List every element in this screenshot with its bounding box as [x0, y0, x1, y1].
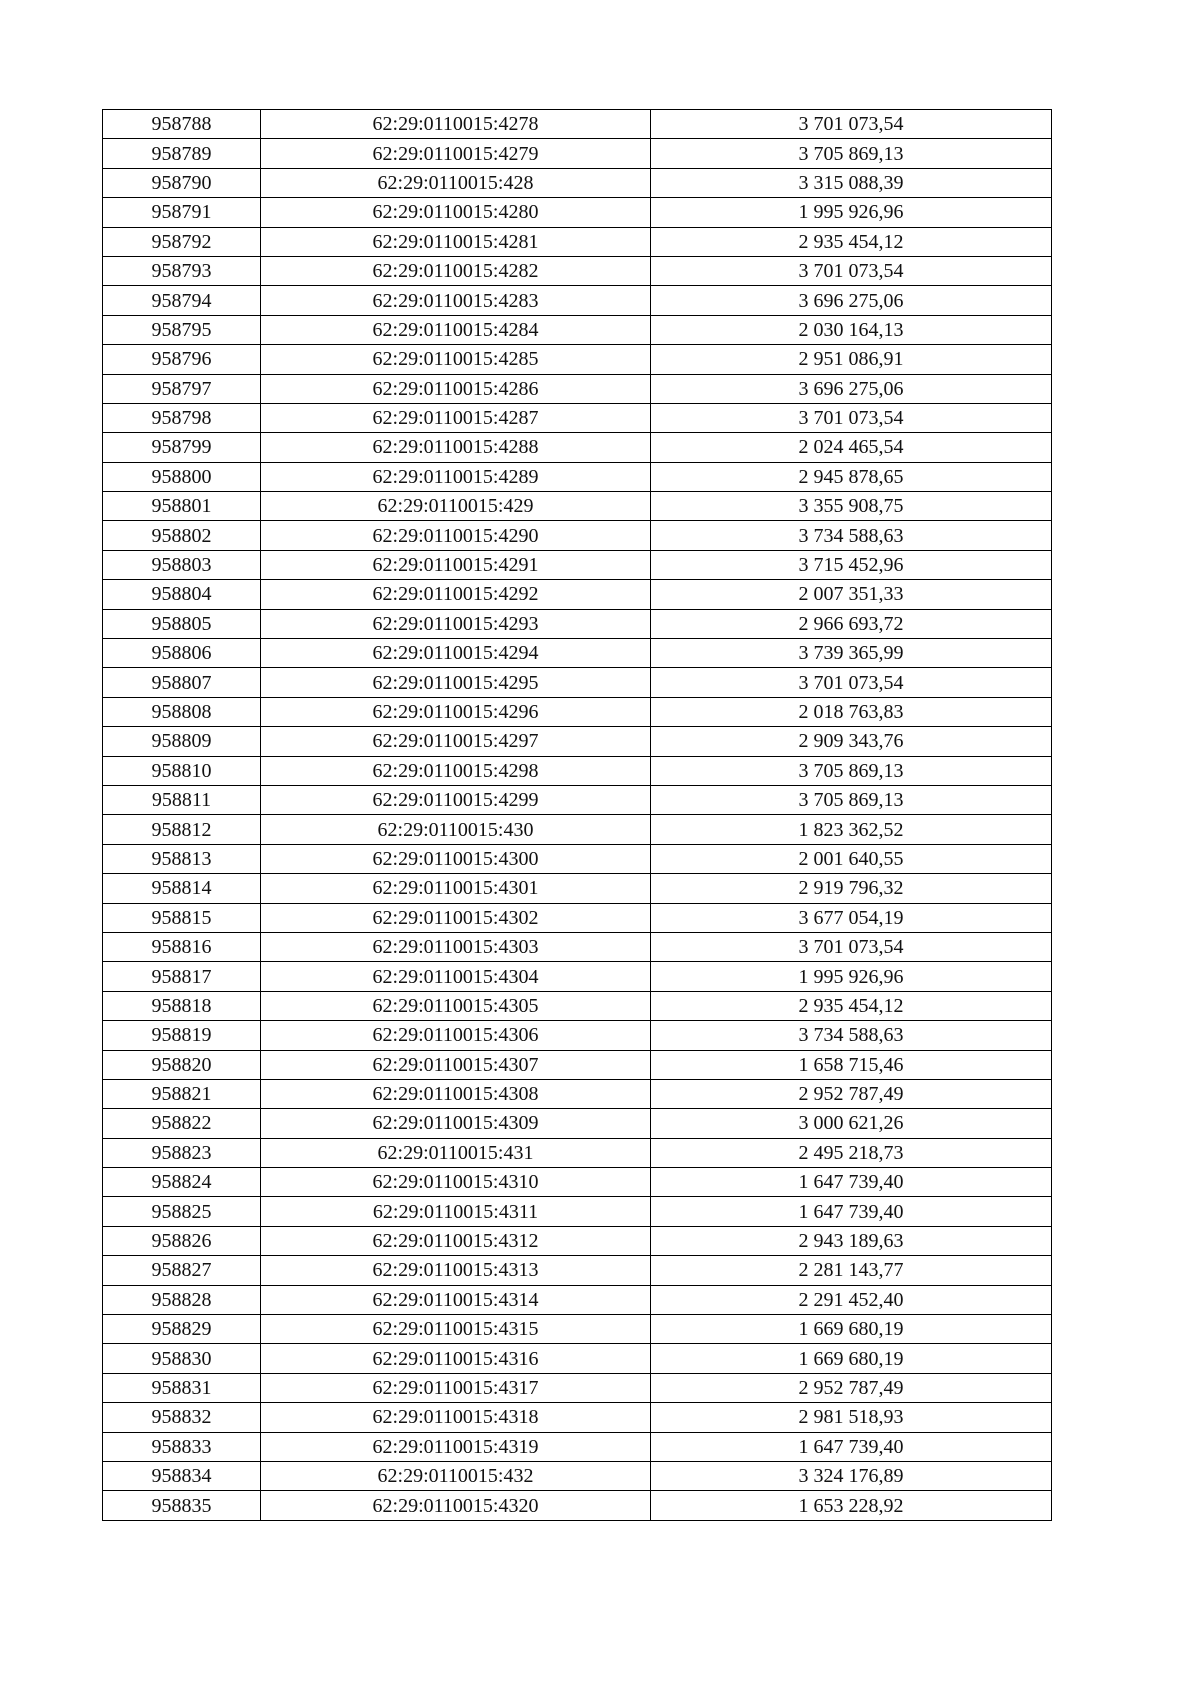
cadastral-value-cell: 2 952 787,49 [651, 1373, 1052, 1402]
table-row [103, 433, 1052, 462]
table-row [103, 198, 1052, 227]
row-number-cell: 958816 [103, 932, 261, 961]
cadastral-number-cell: 62:29:0110015:4305 [261, 991, 651, 1020]
cadastral-value-cell: 1 669 680,19 [651, 1315, 1052, 1344]
cadastral-number-cell: 62:29:0110015:4284 [261, 315, 651, 344]
row-number-cell: 958826 [103, 1226, 261, 1255]
row-number-cell: 958833 [103, 1432, 261, 1461]
row-number-cell: 958821 [103, 1079, 261, 1108]
cadastral-number-cell: 62:29:0110015:430 [261, 815, 651, 844]
table-row [103, 785, 1052, 814]
table-row [103, 639, 1052, 668]
cadastral-value-cell: 3 000 621,26 [651, 1109, 1052, 1138]
table-row [103, 1168, 1052, 1197]
cadastral-number-cell: 62:29:0110015:4306 [261, 1021, 651, 1050]
cadastral-number-cell: 62:29:0110015:4294 [261, 639, 651, 668]
cadastral-value-cell: 2 945 878,65 [651, 462, 1052, 491]
row-number-cell: 958813 [103, 844, 261, 873]
table-row [103, 580, 1052, 609]
cadastral-number-cell: 62:29:0110015:4280 [261, 198, 651, 227]
row-number-cell: 958798 [103, 403, 261, 432]
table-row [103, 1285, 1052, 1314]
cadastral-number-cell: 62:29:0110015:431 [261, 1138, 651, 1167]
row-number-cell: 958820 [103, 1050, 261, 1079]
table-row [103, 962, 1052, 991]
cadastral-number-cell: 62:29:0110015:4302 [261, 903, 651, 932]
cadastral-number-cell: 62:29:0110015:4314 [261, 1285, 651, 1314]
cadastral-value-cell: 1 823 362,52 [651, 815, 1052, 844]
cadastral-value-cell: 3 696 275,06 [651, 374, 1052, 403]
row-number-cell: 958822 [103, 1109, 261, 1138]
row-number-cell: 958825 [103, 1197, 261, 1226]
table-row [103, 609, 1052, 638]
cadastral-value-cell: 3 734 588,63 [651, 521, 1052, 550]
cadastral-value-cell: 1 647 739,40 [651, 1168, 1052, 1197]
cadastral-value-cell: 3 705 869,13 [651, 756, 1052, 785]
table-row [103, 110, 1052, 139]
cadastral-number-cell: 62:29:0110015:4296 [261, 697, 651, 726]
table-row [103, 903, 1052, 932]
cadastral-number-cell: 62:29:0110015:4288 [261, 433, 651, 462]
row-number-cell: 958793 [103, 256, 261, 285]
table-row [103, 1315, 1052, 1344]
row-number-cell: 958823 [103, 1138, 261, 1167]
cadastral-value-cell: 2 981 518,93 [651, 1403, 1052, 1432]
cadastral-number-cell: 62:29:0110015:4286 [261, 374, 651, 403]
cadastral-number-cell: 62:29:0110015:429 [261, 492, 651, 521]
cadastral-number-cell: 62:29:0110015:428 [261, 168, 651, 197]
cadastral-number-cell: 62:29:0110015:4289 [261, 462, 651, 491]
table-row [103, 256, 1052, 285]
cadastral-value-cell: 1 658 715,46 [651, 1050, 1052, 1079]
row-number-cell: 958834 [103, 1461, 261, 1490]
cadastral-value-cell: 2 909 343,76 [651, 727, 1052, 756]
table-row [103, 139, 1052, 168]
cadastral-number-cell: 62:29:0110015:4291 [261, 550, 651, 579]
cadastral-value-cell: 2 030 164,13 [651, 315, 1052, 344]
cadastral-number-cell: 62:29:0110015:4278 [261, 110, 651, 139]
cadastral-number-cell: 62:29:0110015:4290 [261, 521, 651, 550]
cadastral-value-cell: 2 951 086,91 [651, 345, 1052, 374]
cadastral-number-cell: 62:29:0110015:4309 [261, 1109, 651, 1138]
table-body [103, 110, 1052, 1521]
cadastral-number-cell: 62:29:0110015:4313 [261, 1256, 651, 1285]
row-number-cell: 958815 [103, 903, 261, 932]
cadastral-value-cell: 2 291 452,40 [651, 1285, 1052, 1314]
row-number-cell: 958814 [103, 874, 261, 903]
table-row [103, 991, 1052, 1020]
row-number-cell: 958817 [103, 962, 261, 991]
cadastral-value-cell: 3 705 869,13 [651, 785, 1052, 814]
row-number-cell: 958799 [103, 433, 261, 462]
table-row [103, 345, 1052, 374]
table-row [103, 844, 1052, 873]
row-number-cell: 958796 [103, 345, 261, 374]
cadastral-number-cell: 62:29:0110015:4297 [261, 727, 651, 756]
row-number-cell: 958832 [103, 1403, 261, 1432]
row-number-cell: 958800 [103, 462, 261, 491]
cadastral-value-table [102, 109, 1052, 1521]
cadastral-number-cell: 62:29:0110015:4295 [261, 668, 651, 697]
row-number-cell: 958805 [103, 609, 261, 638]
row-number-cell: 958795 [103, 315, 261, 344]
row-number-cell: 958818 [103, 991, 261, 1020]
table-row [103, 1461, 1052, 1490]
cadastral-number-cell: 62:29:0110015:4292 [261, 580, 651, 609]
row-number-cell: 958808 [103, 697, 261, 726]
cadastral-value-cell: 2 281 143,77 [651, 1256, 1052, 1285]
table-row [103, 286, 1052, 315]
table-row [103, 668, 1052, 697]
table-row [103, 1109, 1052, 1138]
row-number-cell: 958819 [103, 1021, 261, 1050]
row-number-cell: 958801 [103, 492, 261, 521]
cadastral-value-cell: 2 935 454,12 [651, 991, 1052, 1020]
cadastral-value-cell: 1 995 926,96 [651, 198, 1052, 227]
row-number-cell: 958810 [103, 756, 261, 785]
cadastral-number-cell: 62:29:0110015:4319 [261, 1432, 651, 1461]
row-number-cell: 958802 [103, 521, 261, 550]
table-row [103, 1079, 1052, 1108]
cadastral-number-cell: 62:29:0110015:4317 [261, 1373, 651, 1402]
cadastral-number-cell: 62:29:0110015:4316 [261, 1344, 651, 1373]
row-number-cell: 958812 [103, 815, 261, 844]
cadastral-number-cell: 62:29:0110015:4310 [261, 1168, 651, 1197]
row-number-cell: 958797 [103, 374, 261, 403]
cadastral-number-cell: 62:29:0110015:4308 [261, 1079, 651, 1108]
cadastral-value-cell: 3 701 073,54 [651, 110, 1052, 139]
cadastral-value-cell: 1 647 739,40 [651, 1432, 1052, 1461]
cadastral-number-cell: 62:29:0110015:4283 [261, 286, 651, 315]
table-row [103, 1256, 1052, 1285]
row-number-cell: 958806 [103, 639, 261, 668]
table-row [103, 1197, 1052, 1226]
cadastral-value-cell: 2 024 465,54 [651, 433, 1052, 462]
table-row [103, 1344, 1052, 1373]
cadastral-value-cell: 3 739 365,99 [651, 639, 1052, 668]
table-row [103, 1432, 1052, 1461]
cadastral-number-cell: 62:29:0110015:4307 [261, 1050, 651, 1079]
cadastral-value-cell: 1 995 926,96 [651, 962, 1052, 991]
cadastral-number-cell: 62:29:0110015:4282 [261, 256, 651, 285]
cadastral-value-cell: 1 653 228,92 [651, 1491, 1052, 1520]
cadastral-value-cell: 2 966 693,72 [651, 609, 1052, 638]
cadastral-value-cell: 2 495 218,73 [651, 1138, 1052, 1167]
cadastral-number-cell: 62:29:0110015:4315 [261, 1315, 651, 1344]
table-row [103, 756, 1052, 785]
row-number-cell: 958828 [103, 1285, 261, 1314]
row-number-cell: 958788 [103, 110, 261, 139]
cadastral-number-cell: 62:29:0110015:4279 [261, 139, 651, 168]
cadastral-value-cell: 3 696 275,06 [651, 286, 1052, 315]
row-number-cell: 958803 [103, 550, 261, 579]
row-number-cell: 958824 [103, 1168, 261, 1197]
cadastral-number-cell: 62:29:0110015:4301 [261, 874, 651, 903]
table-row [103, 815, 1052, 844]
cadastral-value-cell: 3 315 088,39 [651, 168, 1052, 197]
cadastral-value-cell: 3 355 908,75 [651, 492, 1052, 521]
cadastral-value-cell: 3 701 073,54 [651, 668, 1052, 697]
row-number-cell: 958835 [103, 1491, 261, 1520]
table-row [103, 1491, 1052, 1520]
cadastral-value-cell: 2 952 787,49 [651, 1079, 1052, 1108]
cadastral-number-cell: 62:29:0110015:4312 [261, 1226, 651, 1255]
table-row [103, 492, 1052, 521]
table-row [103, 374, 1052, 403]
row-number-cell: 958804 [103, 580, 261, 609]
row-number-cell: 958831 [103, 1373, 261, 1402]
table-row [103, 550, 1052, 579]
cadastral-number-cell: 62:29:0110015:4318 [261, 1403, 651, 1432]
row-number-cell: 958807 [103, 668, 261, 697]
table-row [103, 727, 1052, 756]
cadastral-number-cell: 62:29:0110015:4287 [261, 403, 651, 432]
cadastral-value-cell: 3 677 054,19 [651, 903, 1052, 932]
table-row [103, 874, 1052, 903]
cadastral-number-cell: 62:29:0110015:4320 [261, 1491, 651, 1520]
table-row [103, 1373, 1052, 1402]
row-number-cell: 958811 [103, 785, 261, 814]
cadastral-value-cell: 3 734 588,63 [651, 1021, 1052, 1050]
cadastral-value-cell: 3 715 452,96 [651, 550, 1052, 579]
cadastral-number-cell: 62:29:0110015:4311 [261, 1197, 651, 1226]
cadastral-value-cell: 2 935 454,12 [651, 227, 1052, 256]
row-number-cell: 958789 [103, 139, 261, 168]
row-number-cell: 958791 [103, 198, 261, 227]
cadastral-number-cell: 62:29:0110015:4304 [261, 962, 651, 991]
table-row [103, 462, 1052, 491]
table-row [103, 227, 1052, 256]
cadastral-value-cell: 1 647 739,40 [651, 1197, 1052, 1226]
row-number-cell: 958790 [103, 168, 261, 197]
cadastral-number-cell: 62:29:0110015:4303 [261, 932, 651, 961]
cadastral-value-cell: 3 324 176,89 [651, 1461, 1052, 1490]
cadastral-value-cell: 2 919 796,32 [651, 874, 1052, 903]
row-number-cell: 958830 [103, 1344, 261, 1373]
table-row [103, 1403, 1052, 1432]
cadastral-number-cell: 62:29:0110015:4285 [261, 345, 651, 374]
cadastral-value-cell: 2 001 640,55 [651, 844, 1052, 873]
table-row [103, 1138, 1052, 1167]
cadastral-value-cell: 2 007 351,33 [651, 580, 1052, 609]
table-row [103, 521, 1052, 550]
cadastral-number-cell: 62:29:0110015:4298 [261, 756, 651, 785]
cadastral-value-cell: 3 701 073,54 [651, 256, 1052, 285]
cadastral-number-cell: 62:29:0110015:4281 [261, 227, 651, 256]
cadastral-value-cell: 3 705 869,13 [651, 139, 1052, 168]
table-row [103, 1226, 1052, 1255]
cadastral-value-cell: 3 701 073,54 [651, 932, 1052, 961]
row-number-cell: 958829 [103, 1315, 261, 1344]
table-row [103, 315, 1052, 344]
table-row [103, 1050, 1052, 1079]
table-row [103, 1021, 1052, 1050]
table-row [103, 168, 1052, 197]
cadastral-value-cell: 2 943 189,63 [651, 1226, 1052, 1255]
cadastral-number-cell: 62:29:0110015:432 [261, 1461, 651, 1490]
cadastral-number-cell: 62:29:0110015:4293 [261, 609, 651, 638]
row-number-cell: 958809 [103, 727, 261, 756]
row-number-cell: 958794 [103, 286, 261, 315]
row-number-cell: 958827 [103, 1256, 261, 1285]
cadastral-number-cell: 62:29:0110015:4300 [261, 844, 651, 873]
table-row [103, 932, 1052, 961]
table-row [103, 697, 1052, 726]
cadastral-value-cell: 1 669 680,19 [651, 1344, 1052, 1373]
table-row [103, 403, 1052, 432]
cadastral-number-cell: 62:29:0110015:4299 [261, 785, 651, 814]
row-number-cell: 958792 [103, 227, 261, 256]
cadastral-value-cell: 3 701 073,54 [651, 403, 1052, 432]
cadastral-value-cell: 2 018 763,83 [651, 697, 1052, 726]
